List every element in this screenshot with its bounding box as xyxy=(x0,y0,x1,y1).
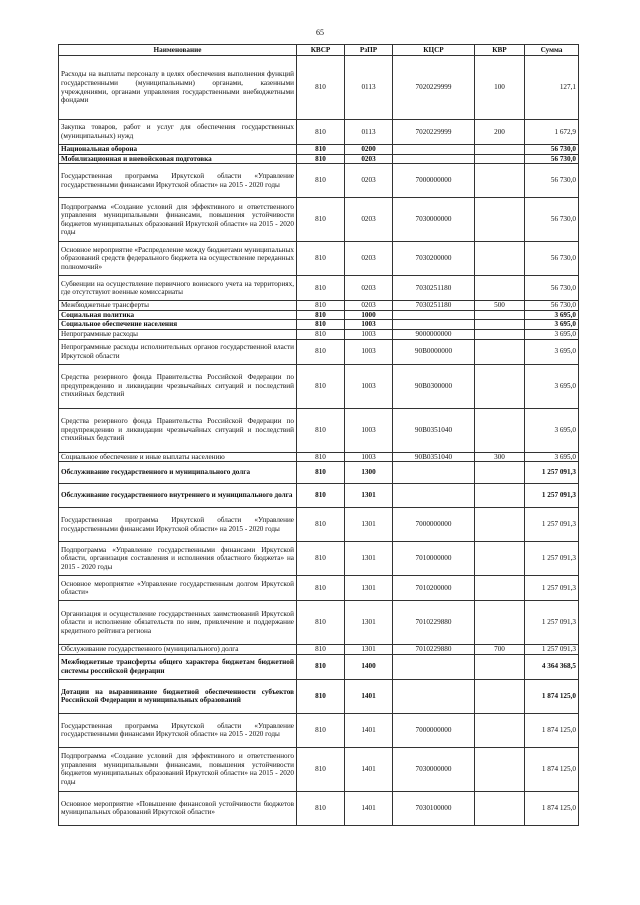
cell-sum: 56 730,0 xyxy=(525,145,579,155)
cell-kcsr: 90В0300000 xyxy=(393,364,475,408)
cell-rzpr: 1003 xyxy=(345,339,393,364)
table-row xyxy=(59,645,579,655)
cell-kvr xyxy=(475,242,525,276)
table-row xyxy=(59,301,579,311)
table-row xyxy=(59,198,579,242)
table-row xyxy=(59,320,579,330)
table-header xyxy=(59,45,579,56)
cell-name: Средства резервного фонда Правительства Российской Федерации по предупреждению и ликвидации чрезвычайных ситуаций и последствий стихийных бедствий xyxy=(59,364,297,408)
cell-kvsr: 810 xyxy=(297,154,345,164)
cell-kcsr: 7030000000 xyxy=(393,198,475,242)
table-row xyxy=(59,713,579,747)
cell-sum: 3 695,0 xyxy=(525,320,579,330)
cell-kvr xyxy=(475,508,525,542)
cell-kcsr xyxy=(393,154,475,164)
cell-kvsr: 810 xyxy=(297,56,345,120)
cell-kcsr: 7010229880 xyxy=(393,645,475,655)
cell-kvsr: 810 xyxy=(297,645,345,655)
cell-kcsr: 7020229999 xyxy=(393,56,475,120)
cell-rzpr: 1000 xyxy=(345,310,393,320)
page-number: 65 xyxy=(316,28,324,37)
cell-kvsr: 810 xyxy=(297,310,345,320)
cell-kvsr: 810 xyxy=(297,462,345,484)
cell-kcsr xyxy=(393,320,475,330)
cell-kvsr: 810 xyxy=(297,329,345,339)
cell-kcsr: 7000000000 xyxy=(393,164,475,198)
cell-kcsr: 7030251180 xyxy=(393,276,475,301)
cell-kcsr xyxy=(393,679,475,713)
cell-name: Мобилизационная и вневойсковая подготовка xyxy=(59,154,297,164)
cell-kvsr: 810 xyxy=(297,242,345,276)
cell-kvr xyxy=(475,601,525,645)
cell-rzpr: 1400 xyxy=(345,654,393,679)
cell-sum: 56 730,0 xyxy=(525,242,579,276)
table-row xyxy=(59,145,579,155)
table-row xyxy=(59,276,579,301)
cell-kvr xyxy=(475,145,525,155)
cell-sum: 56 730,0 xyxy=(525,154,579,164)
cell-kcsr: 7030100000 xyxy=(393,791,475,825)
cell-name: Государственная программа Иркутской области «Управление государственными финансами Иркутской области» на 2015 - 2020 годы xyxy=(59,508,297,542)
cell-kvsr: 810 xyxy=(297,301,345,311)
cell-name: Основное мероприятие «Распределение между бюджетами муниципальных образований средств федерального бюджета на осуществление переданных полномочий» xyxy=(59,242,297,276)
cell-kvr xyxy=(475,408,525,452)
cell-kcsr: 7020229999 xyxy=(393,120,475,145)
col-header-rzpr: РзПР xyxy=(345,45,393,56)
cell-sum: 3 695,0 xyxy=(525,408,579,452)
cell-kvsr: 810 xyxy=(297,320,345,330)
cell-kvr xyxy=(475,484,525,508)
cell-kvr: 700 xyxy=(475,645,525,655)
cell-kvsr: 810 xyxy=(297,679,345,713)
cell-sum: 1 672,9 xyxy=(525,120,579,145)
cell-name: Основное мероприятие «Управление государственным долгом Иркутской области» xyxy=(59,576,297,601)
cell-kcsr xyxy=(393,310,475,320)
cell-sum: 1 257 091,3 xyxy=(525,508,579,542)
cell-rzpr: 0203 xyxy=(345,198,393,242)
table-row xyxy=(59,154,579,164)
cell-kvr: 300 xyxy=(475,452,525,462)
table-row xyxy=(59,601,579,645)
cell-name: Социальная политика xyxy=(59,310,297,320)
cell-kvsr: 810 xyxy=(297,508,345,542)
cell-name: Подпрограмма «Управление государственными финансами Иркутской области, организация составления и исполнения областного бюджета» на 2015 - 2020 годы xyxy=(59,542,297,576)
cell-kvr: 500 xyxy=(475,301,525,311)
cell-name: Подпрограмма «Создание условий для эффективного и ответственного управления муниципальными финансами, повышения устойчивости бюджетов муниципальных образований Иркутской области» на 2015 - 2020 годы xyxy=(59,198,297,242)
cell-sum: 1 257 091,3 xyxy=(525,462,579,484)
cell-name: Субвенции на осуществление первичного воинского учета на территориях, где отсутствуют военные комиссариаты xyxy=(59,276,297,301)
cell-name: Подпрограмма «Создание условий для эффективного и ответственного управления муниципальными финансами, повышения устойчивости бюджетов муниципальных образований Иркутской области» на 2015 - 2020 годы xyxy=(59,747,297,791)
cell-sum: 56 730,0 xyxy=(525,276,579,301)
cell-kcsr: 7010200000 xyxy=(393,576,475,601)
cell-name: Непрограммные расходы xyxy=(59,329,297,339)
cell-name: Межбюджетные трансферты общего характера бюджетам бюджетной системы российской федерации xyxy=(59,654,297,679)
cell-kvr xyxy=(475,462,525,484)
cell-sum: 1 257 091,3 xyxy=(525,576,579,601)
cell-name: Обслуживание государственного внутреннего и муниципального долга xyxy=(59,484,297,508)
cell-kvr xyxy=(475,320,525,330)
cell-sum: 56 730,0 xyxy=(525,164,579,198)
cell-name: Государственная программа Иркутской области «Управление государственными финансами Иркутской области» на 2015 - 2020 годы xyxy=(59,713,297,747)
cell-sum: 3 695,0 xyxy=(525,329,579,339)
cell-kvr xyxy=(475,679,525,713)
cell-sum: 1 874 125,0 xyxy=(525,679,579,713)
cell-kvsr: 810 xyxy=(297,120,345,145)
cell-kvr xyxy=(475,576,525,601)
cell-sum: 1 874 125,0 xyxy=(525,791,579,825)
cell-rzpr: 0203 xyxy=(345,301,393,311)
cell-kvsr: 810 xyxy=(297,339,345,364)
col-header-sum: Сумма xyxy=(525,45,579,56)
cell-kvsr: 810 xyxy=(297,747,345,791)
cell-kcsr: 7030000000 xyxy=(393,747,475,791)
cell-kcsr xyxy=(393,484,475,508)
cell-rzpr: 1301 xyxy=(345,542,393,576)
cell-kvr xyxy=(475,542,525,576)
cell-rzpr: 1301 xyxy=(345,508,393,542)
cell-kvr: 100 xyxy=(475,56,525,120)
cell-kvsr: 810 xyxy=(297,408,345,452)
table-row xyxy=(59,654,579,679)
cell-rzpr: 1301 xyxy=(345,601,393,645)
col-header-kcsr: КЦСР xyxy=(393,45,475,56)
table-row xyxy=(59,364,579,408)
cell-rzpr: 1301 xyxy=(345,576,393,601)
table-row xyxy=(59,310,579,320)
cell-sum: 1 874 125,0 xyxy=(525,713,579,747)
table-row xyxy=(59,242,579,276)
cell-name: Государственная программа Иркутской области «Управление государственными финансами Иркутской области» на 2015 - 2020 годы xyxy=(59,164,297,198)
cell-name: Основное мероприятие «Повышение финансовой устойчивости бюджетов муниципальных образований Иркутской области» xyxy=(59,791,297,825)
cell-rzpr: 0203 xyxy=(345,154,393,164)
table-row xyxy=(59,576,579,601)
col-header-kvr: КВР xyxy=(475,45,525,56)
table-row xyxy=(59,56,579,120)
cell-rzpr: 1003 xyxy=(345,329,393,339)
cell-sum: 3 695,0 xyxy=(525,364,579,408)
table-row xyxy=(59,542,579,576)
cell-kcsr xyxy=(393,654,475,679)
cell-name: Обслуживание государственного (муниципального) долга xyxy=(59,645,297,655)
cell-kcsr: 90В0351040 xyxy=(393,452,475,462)
cell-name: Расходы на выплаты персоналу в целях обеспечения выполнения функций государственными (муниципальными) органами, казенными учреждениями, органами управления государственными внебюджетными фондами xyxy=(59,56,297,120)
cell-rzpr: 1301 xyxy=(345,645,393,655)
cell-kvsr: 810 xyxy=(297,654,345,679)
table-row xyxy=(59,164,579,198)
cell-kcsr: 7000000000 xyxy=(393,713,475,747)
cell-kcsr: 9000000000 xyxy=(393,329,475,339)
cell-kvr xyxy=(475,339,525,364)
cell-sum: 3 695,0 xyxy=(525,339,579,364)
cell-rzpr: 1003 xyxy=(345,364,393,408)
cell-kvsr: 810 xyxy=(297,576,345,601)
cell-rzpr: 1300 xyxy=(345,462,393,484)
cell-rzpr: 0203 xyxy=(345,164,393,198)
cell-rzpr: 1401 xyxy=(345,679,393,713)
cell-rzpr: 1401 xyxy=(345,747,393,791)
cell-kcsr: 90В0000000 xyxy=(393,339,475,364)
cell-name: Закупка товаров, работ и услуг для обеспечения государственных (муниципальных) нужд xyxy=(59,120,297,145)
cell-rzpr: 0203 xyxy=(345,276,393,301)
cell-name: Организация и осуществление государственных заимствований Иркутской области и исполнение обязательств по ним, привлечение и поддержание кредитного рейтинга региона xyxy=(59,601,297,645)
cell-sum: 1 257 091,3 xyxy=(525,542,579,576)
cell-kvr xyxy=(475,164,525,198)
cell-kvsr: 810 xyxy=(297,601,345,645)
cell-kcsr xyxy=(393,145,475,155)
cell-sum: 1 257 091,3 xyxy=(525,484,579,508)
cell-kvsr: 810 xyxy=(297,198,345,242)
cell-rzpr: 1003 xyxy=(345,452,393,462)
cell-kvsr: 810 xyxy=(297,276,345,301)
cell-kcsr: 7010000000 xyxy=(393,542,475,576)
cell-kvr xyxy=(475,747,525,791)
table-row xyxy=(59,339,579,364)
cell-sum: 1 874 125,0 xyxy=(525,747,579,791)
cell-sum: 1 257 091,3 xyxy=(525,601,579,645)
table-row xyxy=(59,120,579,145)
cell-rzpr: 1401 xyxy=(345,713,393,747)
cell-kvr xyxy=(475,713,525,747)
table-row xyxy=(59,508,579,542)
table-row xyxy=(59,679,579,713)
cell-rzpr: 0113 xyxy=(345,120,393,145)
table-body xyxy=(59,56,579,826)
cell-name: Социальное обеспечение и иные выплаты населению xyxy=(59,452,297,462)
table-row xyxy=(59,452,579,462)
cell-kvsr: 810 xyxy=(297,791,345,825)
table-row xyxy=(59,408,579,452)
cell-rzpr: 1003 xyxy=(345,408,393,452)
cell-kvsr: 810 xyxy=(297,542,345,576)
cell-rzpr: 1301 xyxy=(345,484,393,508)
cell-rzpr: 0113 xyxy=(345,56,393,120)
cell-sum: 127,1 xyxy=(525,56,579,120)
cell-sum: 4 364 368,5 xyxy=(525,654,579,679)
cell-kvr: 200 xyxy=(475,120,525,145)
cell-rzpr: 1003 xyxy=(345,320,393,330)
cell-sum: 56 730,0 xyxy=(525,198,579,242)
cell-kvsr: 810 xyxy=(297,452,345,462)
cell-kvr xyxy=(475,364,525,408)
cell-kcsr xyxy=(393,462,475,484)
cell-kcsr: 90В0351040 xyxy=(393,408,475,452)
table-row xyxy=(59,462,579,484)
cell-kvsr: 810 xyxy=(297,713,345,747)
cell-rzpr: 0200 xyxy=(345,145,393,155)
cell-name: Дотации на выравнивание бюджетной обеспеченности субъектов Российской Федерации и муниципальных образований xyxy=(59,679,297,713)
col-header-kvsr: КВСР xyxy=(297,45,345,56)
table-row xyxy=(59,791,579,825)
budget-table xyxy=(58,44,579,826)
table-row xyxy=(59,329,579,339)
cell-name: Межбюджетные трансферты xyxy=(59,301,297,311)
cell-name: Национальная оборона xyxy=(59,145,297,155)
cell-kvr xyxy=(475,276,525,301)
cell-name: Средства резервного фонда Правительства Российской Федерации по предупреждению и ликвидации чрезвычайных ситуаций и последствий стихийных бедствий xyxy=(59,408,297,452)
cell-kvr xyxy=(475,198,525,242)
cell-kvr xyxy=(475,154,525,164)
cell-rzpr: 1401 xyxy=(345,791,393,825)
cell-sum: 3 695,0 xyxy=(525,452,579,462)
table-row xyxy=(59,747,579,791)
col-header-name: Наименование xyxy=(59,45,297,56)
cell-rzpr: 0203 xyxy=(345,242,393,276)
cell-sum: 1 257 091,3 xyxy=(525,645,579,655)
cell-kcsr: 7010229880 xyxy=(393,601,475,645)
cell-kcsr: 7030200000 xyxy=(393,242,475,276)
cell-name: Обслуживание государственного и муниципального долга xyxy=(59,462,297,484)
cell-kvsr: 810 xyxy=(297,364,345,408)
cell-sum: 3 695,0 xyxy=(525,310,579,320)
cell-kvsr: 810 xyxy=(297,164,345,198)
cell-kcsr: 7000000000 xyxy=(393,508,475,542)
cell-kcsr: 7030251180 xyxy=(393,301,475,311)
cell-name: Непрограммные расходы исполнительных органов государственной власти Иркутской области xyxy=(59,339,297,364)
cell-kvsr: 810 xyxy=(297,145,345,155)
cell-sum: 56 730,0 xyxy=(525,301,579,311)
cell-kvr xyxy=(475,791,525,825)
cell-kvr xyxy=(475,310,525,320)
cell-kvr xyxy=(475,654,525,679)
cell-kvr xyxy=(475,329,525,339)
cell-name: Социальное обеспечение населения xyxy=(59,320,297,330)
cell-kvsr: 810 xyxy=(297,484,345,508)
table-row xyxy=(59,484,579,508)
